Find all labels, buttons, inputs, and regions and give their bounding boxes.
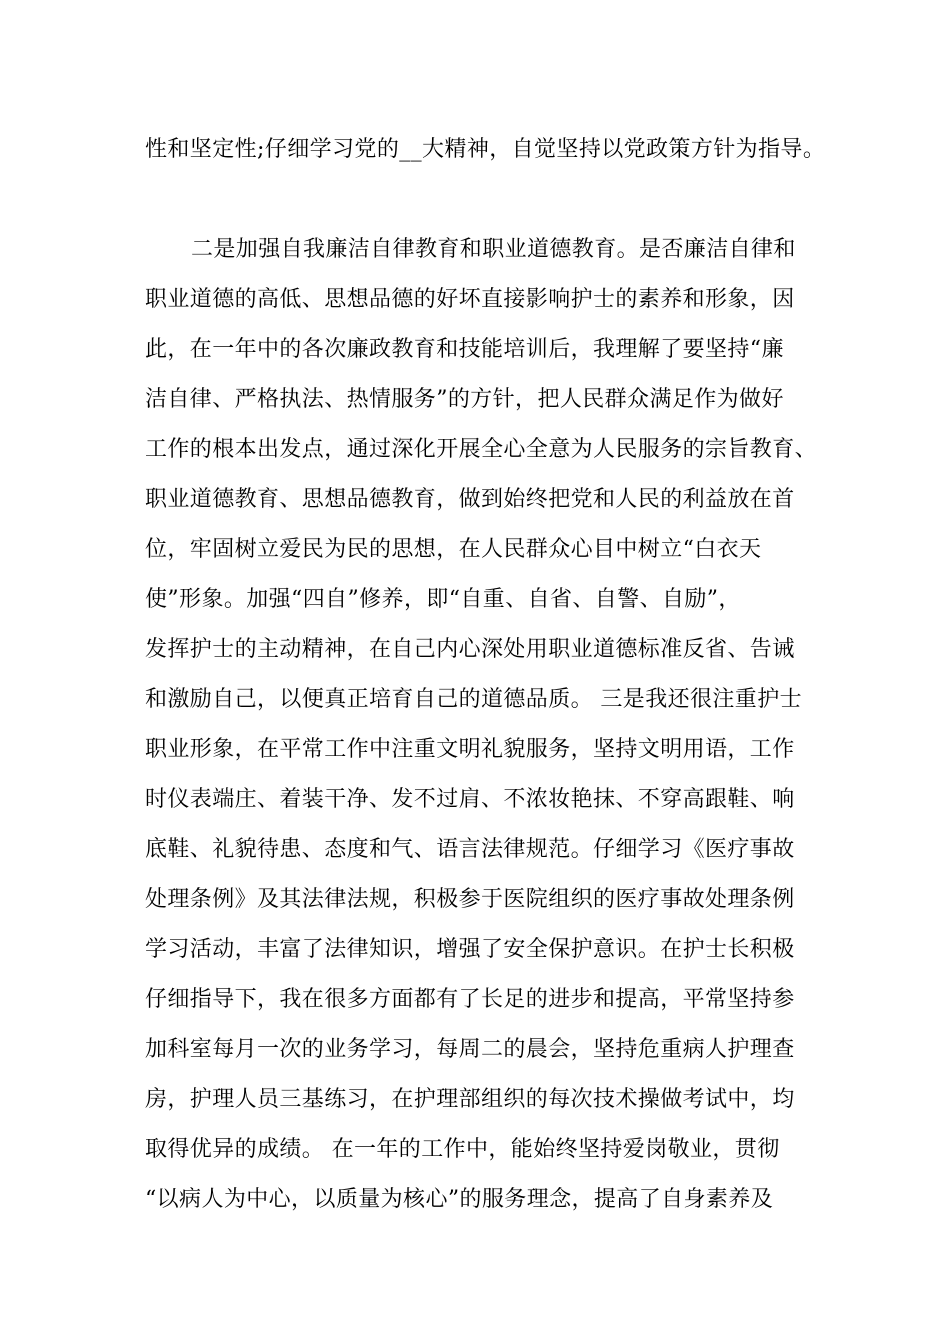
paragraph-2-line-14: 处理条例》及其法律法规，积极参于医院组织的医疗事故处理条例 [145, 887, 795, 912]
paragraph-2-line-9: 发挥护士的主动精神，在自己内心深处用职业道德标准反省、告诫 [145, 637, 795, 662]
paragraph-2-line-8: 使”形象。加强“四自”修养，即“自重、自省、自警、自励”， [145, 587, 741, 612]
paragraph-2-line-17: 加科室每月一次的业务学习，每周二的晨会，坚持危重病人护理查 [145, 1037, 795, 1062]
paragraph-2-line-2: 职业道德的高低、思想品德的好坏直接影响护士的素养和形象，因 [145, 287, 795, 312]
paragraph-2-line-15: 学习活动，丰富了法律知识，增强了安全保护意识。在护士长积极 [145, 937, 795, 962]
paragraph-2-line-10: 和激励自己，以便真正培育自己的道德品质。 三是我还很注重护士 [145, 687, 802, 712]
paragraph-2-line-4: 洁自律、严格执法、热情服务”的方针，把人民群众满足作为做好 [145, 387, 784, 412]
paragraph-1-line-1: 性和坚定性;仔细学习党的__大精神，自觉坚持以党政策方针为指导。 [145, 137, 826, 162]
paragraph-2-line-20: “以病人为中心，以质量为核心”的服务理念，提高了自身素养及 [145, 1187, 774, 1212]
paragraph-2-line-12: 时仪表端庄、着装干净、发不过肩、不浓妆艳抹、不穿高跟鞋、响 [145, 787, 795, 812]
paragraph-2-line-19: 取得优异的成绩。 在一年的工作中，能始终坚持爱岗敬业，贯彻 [145, 1137, 780, 1162]
paragraph-2-line-11: 职业形象，在平常工作中注重文明礼貌服务，坚持文明用语，工作 [145, 737, 795, 762]
paragraph-2-line-5: 工作的根本出发点，通过深化开展全心全意为人民服务的宗旨教育、 [145, 437, 818, 462]
paragraph-2-line-16: 仔细指导下，我在很多方面都有了长足的进步和提高，平常坚持参 [145, 987, 795, 1012]
paragraph-2-line-6: 职业道德教育、思想品德教育，做到始终把党和人民的利益放在首 [145, 487, 795, 512]
paragraph-2-line-7: 位，牢固树立爱民为民的思想，在人民群众心目中树立“白衣天 [145, 537, 762, 562]
paragraph-2-line-1: 二是加强自我廉洁自律教育和职业道德教育。是否廉洁自律和 [191, 237, 796, 262]
paragraph-2-line-3: 此，在一年中的各次廉政教育和技能培训后，我理解了要坚持“廉 [145, 337, 784, 362]
paragraph-2-line-18: 房，护理人员三基练习，在护理部组织的每次技术操做考试中，均 [145, 1087, 795, 1112]
paragraph-2-line-13: 底鞋、礼貌待患、态度和气、语言法律规范。仔细学习《医疗事故 [145, 837, 795, 862]
